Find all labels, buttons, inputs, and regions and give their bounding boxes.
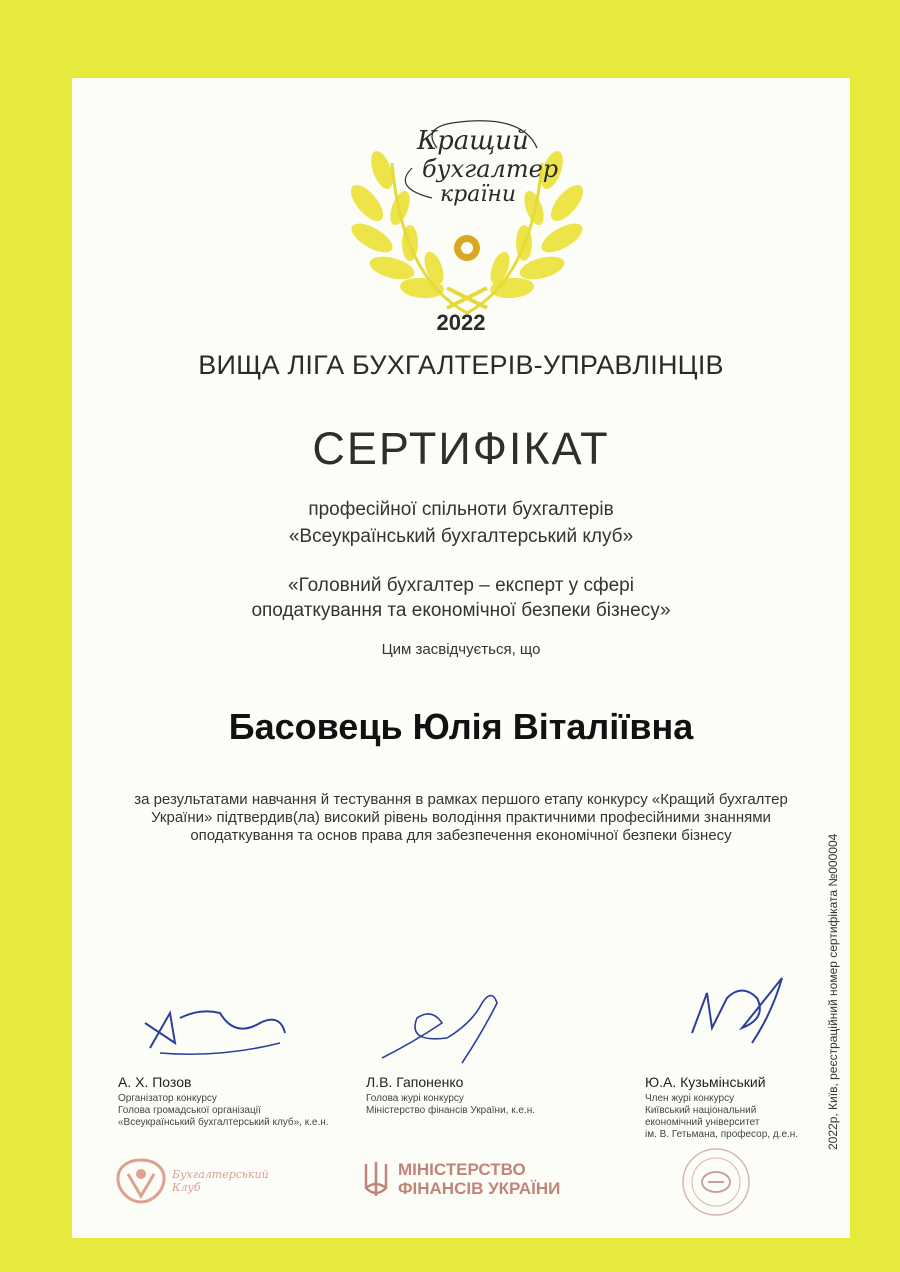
club-emblem-icon [112,1156,170,1206]
signer-role-2: Голова громадської організації [118,1105,261,1116]
recipient-name: Басовець Юлія Віталіївна [228,706,694,747]
signature-haponenko [372,983,522,1073]
signature-icon [372,983,522,1073]
club-logo [112,1156,269,1216]
certificate-sheet [72,78,850,1238]
signer-3 [645,1074,825,1141]
signer-name: Ю.А. Кузьмінський [645,1074,766,1090]
logo-line-1: Кращий [417,126,529,156]
signature-kuzminskyi [682,973,792,1053]
club-logo-text: Бухгалтерський Клуб [172,1168,269,1194]
signature-pozov [140,1003,290,1063]
league-title: ВИЩА ЛІГА БУХГАЛТЕРІВ-УПРАВЛІНЦІВ [198,350,724,380]
signature-icon [682,973,792,1053]
signer-role-3: «Всеукраїнський бухгалтерський клуб», к.е.н. [118,1117,329,1128]
university-seal [680,1146,752,1218]
signature-icon [140,1003,290,1063]
org-line-1: професійної спільноти бухгалтерів [308,499,614,520]
university-seal-icon [680,1146,752,1218]
body-paragraph [92,791,830,845]
signer-name: А. Х. Позов [118,1074,192,1090]
year-label: 2022 [436,310,486,335]
trident-icon [362,1160,390,1200]
body-line-2: України» підтвердив(ла) високий рівень володіння практичними професійними знаннями [151,809,771,826]
signer-role-2: Міністерство фінансів України, к.е.н. [366,1105,536,1116]
signer-role-3: економічний університет [645,1117,760,1128]
ministry-line-2: ФІНАНСІВ УКРАЇНИ [398,1179,561,1198]
signer-1 [118,1074,368,1129]
body-line-1: за результатами навчання й тестування в рамках першого етапу конкурсу «Кращий бухгалтер [134,791,788,808]
signer-role-1: Голова журі конкурсу [366,1093,464,1104]
signer-role-1: Член журі конкурсу [645,1093,735,1104]
vertical-registration-note: 2022р, Київ, реєстраційний номер сертифіката №000004 [826,833,840,1150]
logo-line-3: країни [440,182,517,207]
certify-text: Цим засвідчується, що [381,641,541,658]
ministry-logo [362,1158,562,1208]
logo-line-2: бухгалтер [422,155,559,183]
signer-name: Л.В. Гапоненко [366,1074,464,1090]
wreath-emblem [322,108,612,338]
certificate-title: СЕРТИФІКАТ [312,423,610,474]
signer-role-1: Організатор конкурсу [118,1093,217,1104]
body-line-3: оподаткування та основ права для забезпечення економічної безпеки бізнесу [190,827,732,844]
signer-role-2: Київський національний [645,1105,757,1116]
topic-line-1: «Головний бухгалтер – експерт у сфері [288,575,634,596]
org-line-2: «Всеукраїнський бухгалтерський клуб» [288,526,634,547]
topic-line-2: оподаткування та економічної безпеки бізнесу» [251,600,671,621]
signer-2 [366,1074,566,1117]
ministry-line-1: МІНІСТЕРСТВО [398,1160,526,1179]
signer-role-4: ім. В. Гетьмана, професор, д.е.н. [645,1129,799,1140]
